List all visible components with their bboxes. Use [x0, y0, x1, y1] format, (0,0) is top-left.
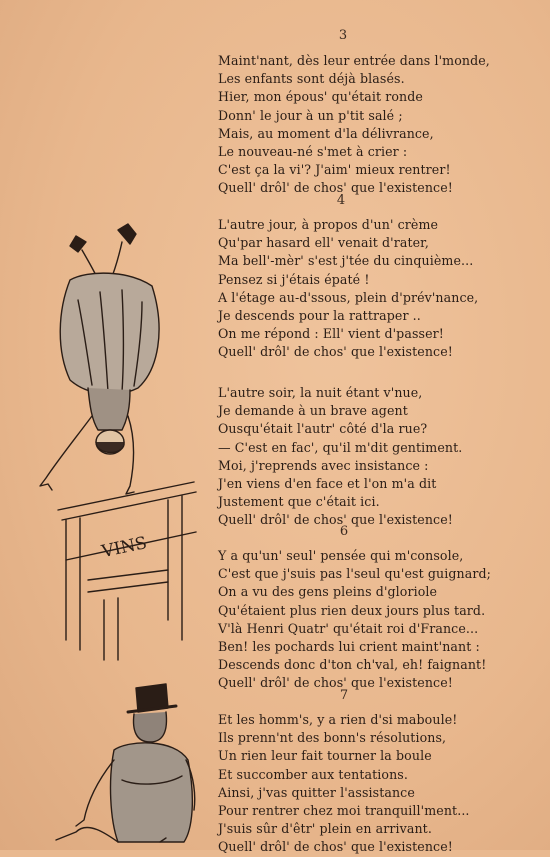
verse-line: Y a qu'un' seul' pensée qui m'console,: [218, 548, 464, 563]
verse-line: On me répond : Ell' vient d'passer!: [218, 326, 444, 342]
falling-woman-figure: [40, 224, 159, 494]
verse-line: Qu'étaient plus rien deux jours plus tard.: [218, 602, 486, 618]
verse-line: Un rien leur fait tourner la boule: [218, 748, 432, 764]
stanza-number: 7: [339, 688, 349, 703]
verse-line: — C'est en fac', qu'il m'dit gentiment.: [218, 439, 463, 455]
verse-line: Les enfants sont déjà blasés.: [218, 71, 405, 87]
verse-line: Ousqu'était l'autr' côté d'la rue?: [218, 421, 428, 437]
stanza: [218, 52, 538, 198]
verse-line: Maint'nant, dès leur entrée dans l'monde,: [218, 53, 490, 68]
stanza: [218, 216, 538, 362]
verse-line: Et succomber aux tentations.: [218, 766, 408, 782]
verse-line: Quell' drôl' de chos' que l'existence!: [218, 180, 453, 196]
verse-line: Quell' drôl' de chos' que l'existence!: [218, 512, 453, 528]
verse-line: Qu'par hasard ell' venait d'rater,: [218, 235, 430, 251]
falling-woman-and-drunk-man-illustration: [18, 220, 198, 845]
verse-line: Justement que c'était ici.: [218, 494, 380, 510]
verse-line: V'là Henri Quatr' qu'était roi d'France...: [218, 620, 479, 636]
verse-line: Quell' drôl' de chos' que l'existence!: [218, 344, 453, 360]
verse-line: Ainsi, j'vas quitter l'assistance: [218, 784, 415, 800]
verse-line: Descends donc d'ton ch'val, eh! faignant!: [218, 657, 487, 673]
verse-line: Donn' le jour à un p'tit salé ;: [218, 107, 403, 123]
verse-line: L'autre soir, la nuit étant v'nue,: [218, 385, 423, 400]
verse-line: Pour rentrer chez moi tranquill'ment...: [218, 803, 470, 819]
verse-line: Moi, j'reprends avec insistance :: [218, 457, 429, 473]
drunk-man-figure: [56, 684, 195, 842]
stanza: [218, 547, 538, 693]
verse-line: C'est ça la vi'? J'aim' mieux rentrer!: [218, 162, 451, 178]
verse-line: Quell' drôl' de chos' que l'existence!: [218, 675, 453, 691]
verse-line: C'est que j'suis pas l'seul qu'est guignard;: [218, 566, 491, 582]
verse-line: Quell' drôl' de chos' que l'existence!: [218, 839, 453, 855]
verse-line: Ben! les pochards lui crient maint'nant :: [218, 639, 480, 655]
verse-line: On a vu des gens pleins d'gloriole: [218, 584, 438, 600]
verse-line: Et les homm's, y a rien d'si maboule!: [218, 712, 458, 727]
shop-facade: [58, 482, 196, 660]
verse-line: A l'étage au-d'ssous, plein d'prév'nance,: [218, 289, 479, 305]
verse-line: Je descends pour la rattraper ..: [218, 308, 421, 324]
stanza: [218, 384, 538, 530]
verse-line: L'autre jour, à propos d'un' crème: [218, 217, 439, 232]
verse-line: J'suis sûr d'êtr' plein en arrivant.: [218, 821, 432, 837]
verse-line: Pensez si j'étais épaté !: [218, 271, 370, 287]
verse-line: J'en viens d'en face et l'on m'a dit: [218, 476, 437, 492]
stanza-number: 3: [338, 28, 348, 43]
verse-line: Ma bell'-mèr' s'est j'tée du cinquième...: [218, 253, 474, 269]
stanza-number: 6: [339, 524, 349, 539]
stanza: [218, 711, 538, 857]
verse-line: Mais, au moment d'la délivrance,: [218, 125, 434, 141]
vins-sign: VINS: [100, 533, 149, 563]
stanza-number: 4: [336, 193, 346, 208]
verse-line: Ils prenn'nt des bonn's résolutions,: [218, 730, 447, 746]
verse-line: Hier, mon épous' qu'était ronde: [218, 89, 423, 105]
verse-line: Je demande à un brave agent: [218, 403, 408, 419]
verse-line: Le nouveau-né s'met à crier :: [218, 144, 408, 160]
